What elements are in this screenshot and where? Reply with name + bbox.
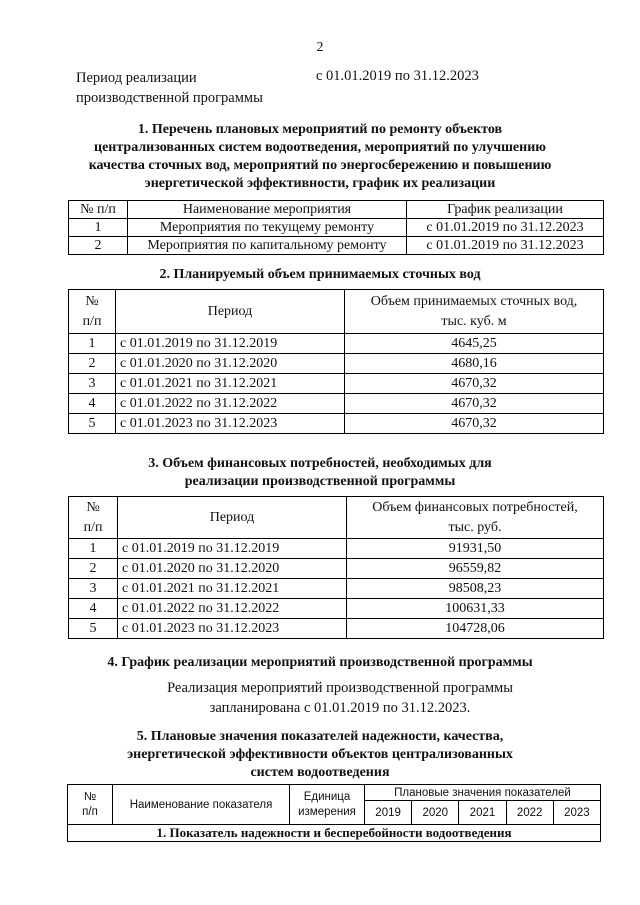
table-cell: 4670,32 — [345, 394, 604, 414]
period-value: с 01.01.2019 по 31.12.2023 — [316, 68, 479, 84]
header-cell-volume — [345, 290, 604, 334]
table-cell: с 01.01.2020 по 31.12.2020 — [116, 354, 345, 374]
header-num-line2: п/п — [82, 805, 98, 818]
section3-heading-line: 3. Объем финансовых потребностей, необходимых для — [148, 456, 492, 471]
period-label-line1: Период реализации — [76, 70, 197, 86]
header-cell-num — [69, 290, 116, 334]
table-cell: 2 — [69, 354, 116, 374]
header-finance-line2: тыс. руб. — [448, 519, 502, 535]
section1-heading-line: централизованных систем водоотведения, мероприятий по улучшению — [94, 140, 546, 155]
table-cell: с 01.01.2023 по 31.12.2023 — [116, 414, 345, 434]
table-cell: 4645,25 — [345, 334, 604, 354]
table-cell: с 01.01.2020 по 31.12.2020 — [118, 559, 347, 579]
header-cell-period: Период — [116, 290, 345, 334]
section3-table — [68, 496, 604, 639]
table-row — [69, 599, 604, 619]
header-num-line1: № — [86, 499, 100, 515]
section1-table — [68, 200, 604, 255]
table-cell: 100631,33 — [347, 599, 604, 619]
table-cell: с 01.01.2022 по 31.12.2022 — [116, 394, 345, 414]
year-cell: 2020 — [412, 801, 459, 825]
section5-heading-line: систем водоотведения — [250, 765, 390, 780]
header-num-line1: № — [83, 790, 97, 803]
section2-heading: 2. Планируемый объем принимаемых сточных вод — [159, 267, 481, 282]
header-finance-line1: Объем финансовых потребностей, — [372, 499, 578, 515]
section3-heading-line: реализации производственной программы — [184, 474, 456, 489]
section2-table — [68, 289, 604, 434]
header-cell: График реализации — [407, 201, 604, 219]
table-row — [68, 825, 601, 842]
table-cell: Мероприятия по текущему ремонту — [128, 219, 407, 237]
table-row — [69, 219, 604, 237]
table-row — [69, 334, 604, 354]
section4-text-line1: Реализация мероприятий производственной программы — [167, 680, 513, 696]
subsection-cell: 1. Показатель надежности и бесперебойности водоотведения — [68, 825, 601, 842]
table-cell: 3 — [69, 374, 116, 394]
table-cell: 5 — [69, 414, 116, 434]
table-cell: 5 — [69, 619, 118, 639]
table-row — [69, 414, 604, 434]
table-row — [69, 394, 604, 414]
table-header-row — [69, 290, 604, 334]
header-unit-line1: Единица — [303, 790, 351, 803]
table-cell: с 01.01.2022 по 31.12.2022 — [118, 599, 347, 619]
section5-heading — [40, 728, 600, 782]
year-cell: 2019 — [365, 801, 412, 825]
header-cell: № п/п — [69, 201, 128, 219]
table-cell: 4670,32 — [345, 374, 604, 394]
header-cell-period: Период — [118, 497, 347, 539]
section1-heading-line: энергетической эффективности, график их реализации — [144, 176, 496, 191]
header-cell: Наименование мероприятия — [128, 201, 407, 219]
section1-heading-line: 1. Перечень плановых мероприятий по ремонту объектов — [137, 122, 503, 137]
table-cell: 104728,06 — [347, 619, 604, 639]
year-cell: 2021 — [459, 801, 506, 825]
header-cell-finance — [347, 497, 604, 539]
table-row — [69, 237, 604, 255]
header-cell-num — [69, 497, 118, 539]
section4-text — [40, 678, 640, 718]
table-row — [69, 354, 604, 374]
table-header-row — [69, 201, 604, 219]
table-cell: с 01.01.2019 по 31.12.2023 — [407, 219, 604, 237]
table-cell: 4680,16 — [345, 354, 604, 374]
table-header-row — [68, 785, 601, 801]
table-cell: 2 — [69, 237, 128, 255]
header-unit-line2: измерения — [298, 805, 356, 818]
page-number: 2 — [316, 40, 324, 55]
table-cell: с 01.01.2019 по 31.12.2019 — [118, 539, 347, 559]
table-cell: Мероприятия по капитальному ремонту — [128, 237, 407, 255]
table-row — [69, 539, 604, 559]
table-row — [69, 619, 604, 639]
table-cell: с 01.01.2019 по 31.12.2019 — [116, 334, 345, 354]
header-num-line2: п/п — [83, 519, 103, 535]
table-cell: 4 — [69, 394, 116, 414]
section4-text-line2: запланирована с 01.01.2019 по 31.12.2023. — [209, 700, 471, 716]
table-cell: 3 — [69, 579, 118, 599]
table-cell: 4670,32 — [345, 414, 604, 434]
table-cell: 2 — [69, 559, 118, 579]
table-cell: с 01.01.2021 по 31.12.2021 — [118, 579, 347, 599]
header-cell-unit — [290, 785, 365, 825]
header-cell-name: Наименование показателя — [113, 785, 290, 825]
table-row — [69, 579, 604, 599]
period-label-line2: производственной программы — [76, 90, 263, 106]
table-cell: с 01.01.2019 по 31.12.2023 — [407, 237, 604, 255]
table-cell: 98508,23 — [347, 579, 604, 599]
table-cell: 1 — [69, 334, 116, 354]
table-cell: 1 — [69, 219, 128, 237]
table-cell: 1 — [69, 539, 118, 559]
header-num-line2: п/п — [82, 313, 102, 329]
year-cell: 2022 — [506, 801, 553, 825]
section4-heading: 4. График реализации мероприятий производственной программы — [107, 655, 533, 670]
table-cell: 96559,82 — [347, 559, 604, 579]
table-header-row — [69, 497, 604, 539]
section1-heading-line: качества сточных вод, мероприятий по энергосбережению и повышению — [88, 158, 552, 173]
section5-heading-line: 5. Плановые значения показателей надежности, качества, — [136, 729, 504, 744]
section5-table — [67, 784, 601, 842]
table-cell: 91931,50 — [347, 539, 604, 559]
table-cell: с 01.01.2021 по 31.12.2021 — [116, 374, 345, 394]
period-label — [76, 68, 263, 108]
header-cell-planned: Плановые значения показателей — [365, 785, 601, 801]
section5-heading-line: энергетической эффективности объектов централизованных — [127, 747, 513, 762]
header-num-line1: № — [85, 293, 99, 309]
year-cell: 2023 — [553, 801, 600, 825]
table-cell: 4 — [69, 599, 118, 619]
section3-heading — [60, 455, 580, 491]
header-volume-line2: тыс. куб. м — [441, 313, 507, 329]
table-cell: с 01.01.2023 по 31.12.2023 — [118, 619, 347, 639]
table-row — [69, 374, 604, 394]
table-row — [69, 559, 604, 579]
header-cell-num — [68, 785, 113, 825]
section1-heading — [60, 121, 580, 193]
header-volume-line1: Объем принимаемых сточных вод, — [370, 293, 578, 309]
